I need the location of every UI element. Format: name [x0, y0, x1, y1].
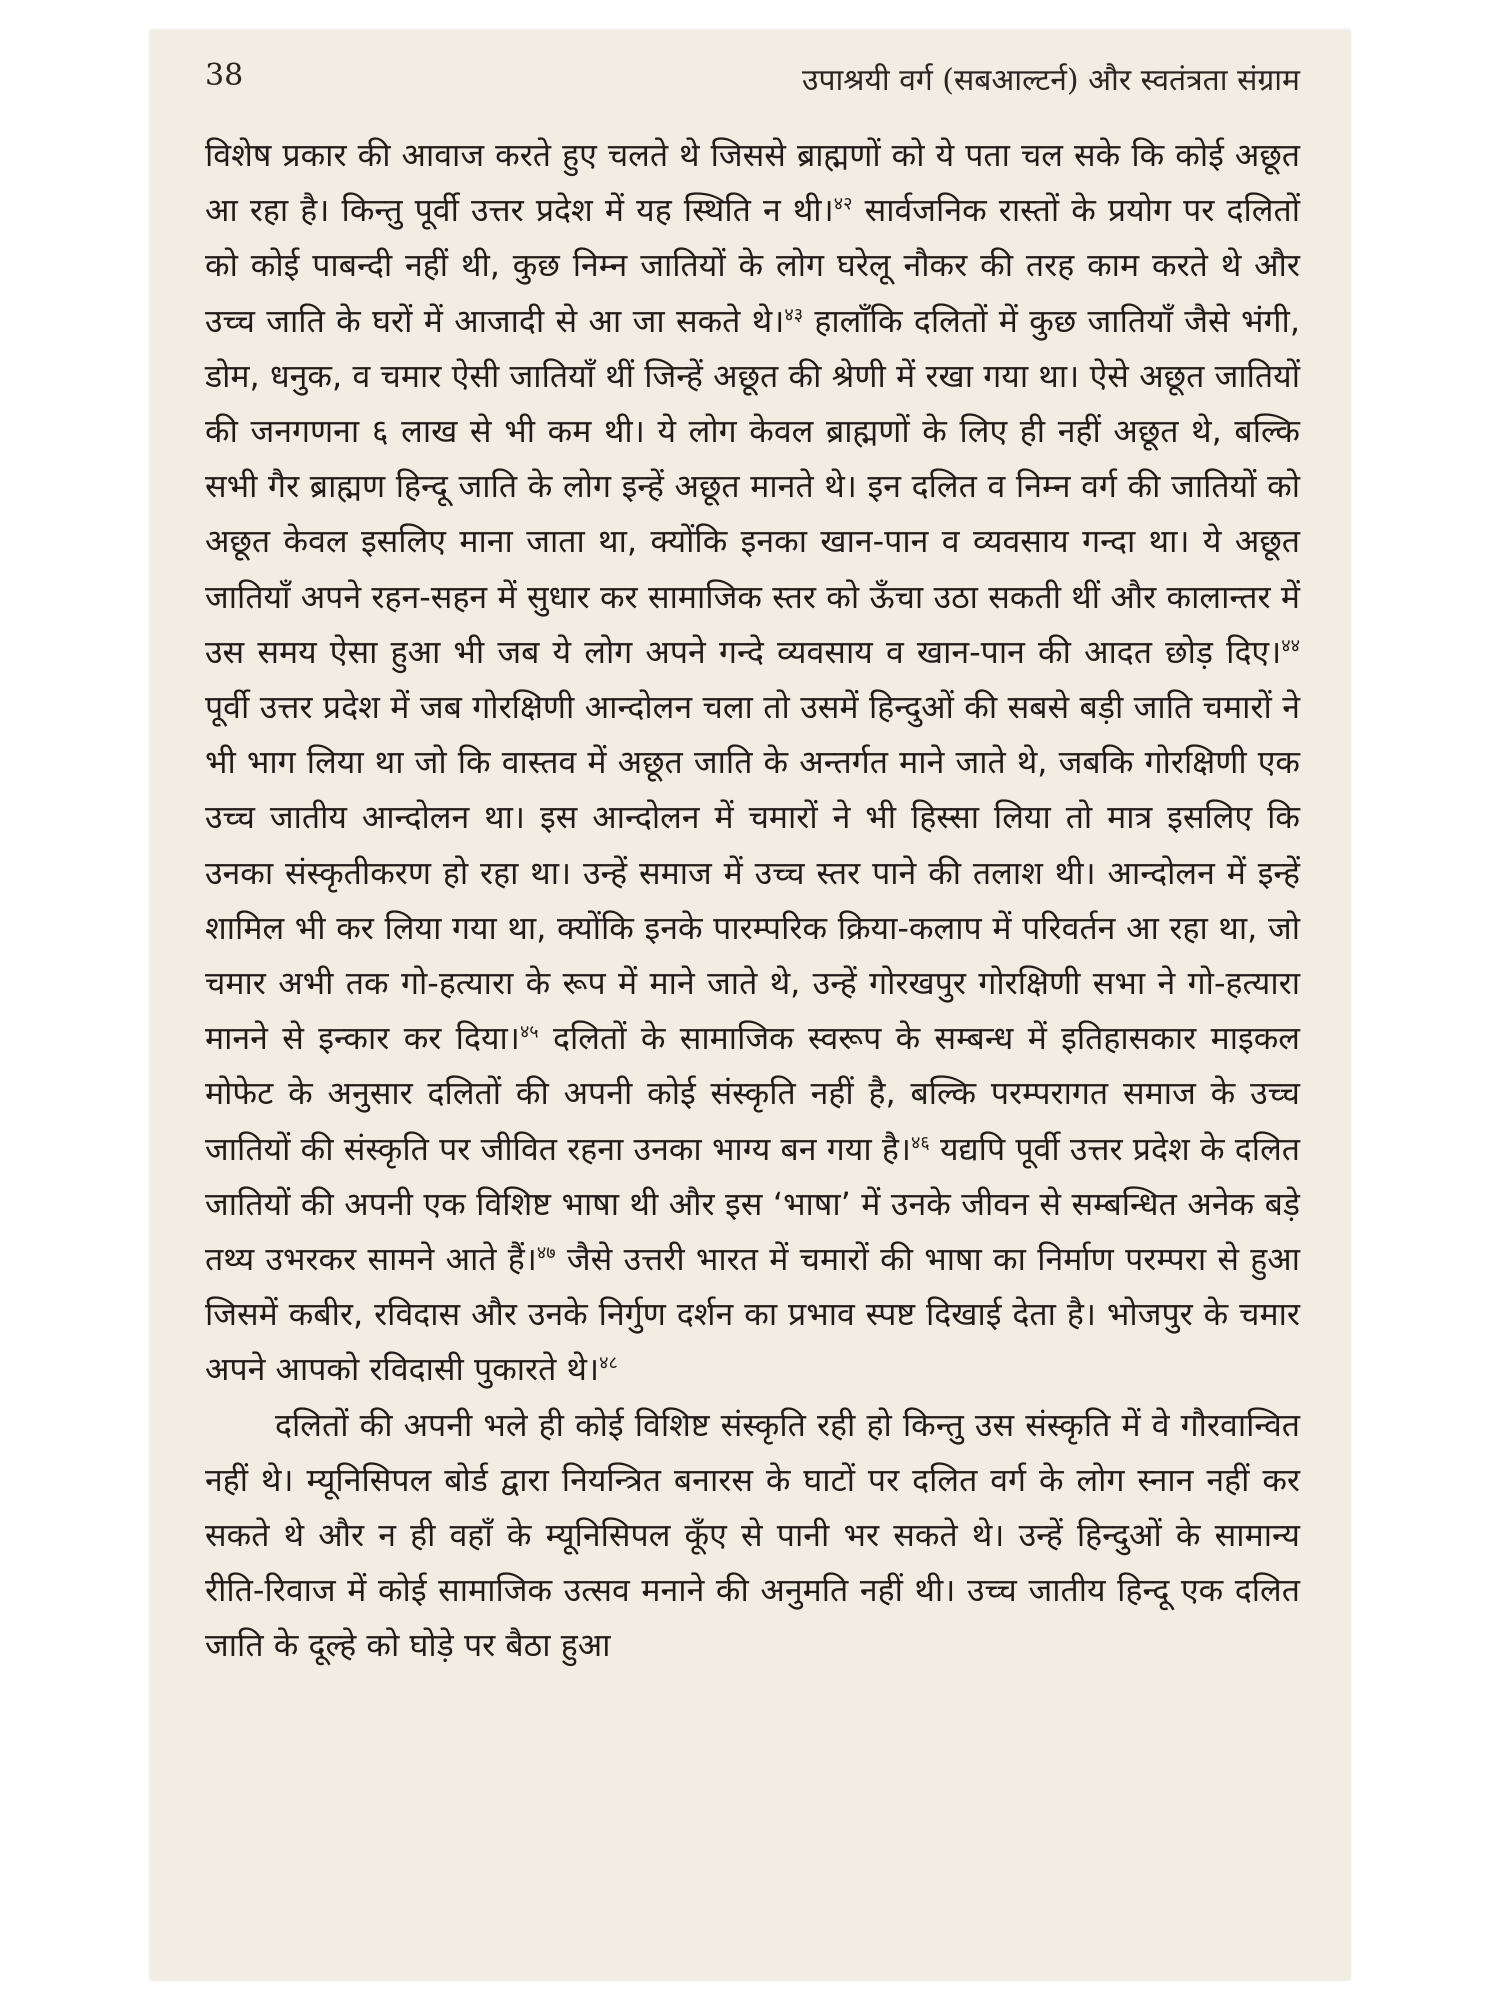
text-segment: हालाँकि दलितों में कुछ जातियाँ जैसे भंगी, डोम, धनुक, व चमार ऐसी जातियाँ थीं जिन्हें अछूत की श्रेणी में रखा गया था। ऐसे अछूत जातियों की जनगणना ६ लाख से भी कम थी। ये लोग केवल ब्राह्मणों के लिए ही नहीं अछूत थे, बल्कि सभी गैर ब्राह्मण हिन्दू जाति के लोग इन्हें अछूत मानते थे। इन दलित व निम्न वर्ग की जातियों को अछूत केवल इसलिए माना जाता था, क्योंकि इनका खान-पान व व्यवसाय गन्दा था। ये अछूत जातियाँ अपने रहन-सहन में सुधार कर सामाजिक स्तर को ऊँचा उठा सकती थीं और कालान्तर में उस समय ऐसा हुआ भी जब ये लोग अपने गन्दे व्यवसाय व खान-पान की आदत छोड़ दिए। — [205, 301, 1300, 671]
footnote-marker: ४५ — [519, 1021, 539, 1043]
text-segment: सार्वजनिक रास्तों के प्रयोग पर दलितों को कोई पाबन्दी नहीं थी, कुछ निम्न जातियों के लोग घरेलू नौकर की तरह काम करते थे और उच्च जाति के घरों में आजादी से आ जा सकते थे। — [205, 191, 1300, 340]
paragraph-1 — [205, 128, 1300, 1398]
text-segment: दलितों की अपनी भले ही कोई विशिष्ट संस्कृति रही हो किन्तु उस संस्कृति में वे गौरवान्वित नहीं थे। म्यूनिसिपल बोर्ड द्वारा नियन्त्रित बनारस के घाटों पर दलित वर्ग के लोग स्नान नहीं कर सकते थे और न ही वहाँ के म्यूनिसिपल कूँए से पानी भर सकते थे। उन्हें हिन्दुओं के सामान्य रीति-रिवाज में कोई सामाजिक उत्सव मनाने की अनुमति नहीं थी। उच्च जातीय हिन्दू एक दलित जाति के दूल्हे को घोड़े पर बैठा हुआ — [205, 1405, 1300, 1665]
footnote-marker: ४३ — [784, 303, 804, 325]
page-number: 38 — [205, 58, 244, 93]
footnote-marker: ४७ — [536, 1242, 556, 1264]
footnote-marker: ४२ — [833, 193, 853, 215]
text-segment: पूर्वी उत्तर प्रदेश में जब गोरक्षिणी आन्दोलन चला तो उसमें हिन्दुओं की सबसे बड़ी जाति चमारों ने भी भाग लिया था जो कि वास्तव में अछूत जाति के अन्तर्गत माने जाते थे, जबकि गोरक्षिणी एक उच्च जातीय आन्दोलन था। इस आन्दोलन में चमारों ने भी हिस्सा लिया तो मात्र इसलिए कि उनका संस्कृतीकरण हो रहा था। उन्हें समाज में उच्च स्तर पाने की तलाश थी। आन्दोलन में इन्हें शामिल भी कर लिया गया था, क्योंकि इनके पारम्परिक क्रिया-कलाप में परिवर्तन आ रहा था, जो चमार अभी तक गो-हत्यारा के रूप में माने जाते थे, उन्हें गोरखपुर गोरक्षिणी सभा ने गो-हत्यारा मानने से इन्कार कर दिया। — [205, 688, 1300, 1058]
page-header — [205, 58, 1300, 118]
text-segment: जैसे उत्तरी भारत में चमारों की भाषा का निर्माण परम्परा से हुआ जिसमें कबीर, रविदास और उनके निर्गुण दर्शन का प्रभाव स्पष्ट दिखाई देता है। भोजपुर के चमार अपने आपको रविदासी पुकारते थे। — [205, 1240, 1300, 1389]
body-text — [205, 128, 1300, 1674]
text-segment: विशेष प्रकार की आवाज करते हुए चलते थे जिससे ब्राह्मणों को ये पता चल सके कि कोई अछूत आ रहा है। किन्तु पूर्वी उत्तर प्रदेश में यह स्थिति न थी। — [205, 136, 1300, 230]
paragraph-2 — [205, 1398, 1300, 1674]
footnote-marker: ४८ — [599, 1352, 618, 1374]
book-page — [150, 30, 1350, 1980]
text-segment: यद्यपि पूर्वी उत्तर प्रदेश के दलित जातियों की अपनी एक विशिष्ट भाषा थी और इस ‘भाषा’ में उनके जीवन से सम्बन्धित अनेक बड़े तथ्य उभरकर सामने आते हैं। — [205, 1129, 1301, 1279]
footnote-marker: ४४ — [1281, 635, 1300, 657]
footnote-marker: ४६ — [910, 1132, 930, 1153]
text-segment: दलितों के सामाजिक स्वरूप के सम्बन्ध में इतिहासकार माइकल मोफेट के अनुसार दलितों की अपनी कोई संस्कृति नहीं है, बल्कि परम्परागत समाज के उच्च जातियों की संस्कृति पर जीवित रहना उनका भाग्य बन गया है। — [205, 1019, 1300, 1168]
running-title: उपाश्रयी वर्ग (सबआल्टर्न) और स्वतंत्रता संग्राम — [802, 63, 1300, 98]
